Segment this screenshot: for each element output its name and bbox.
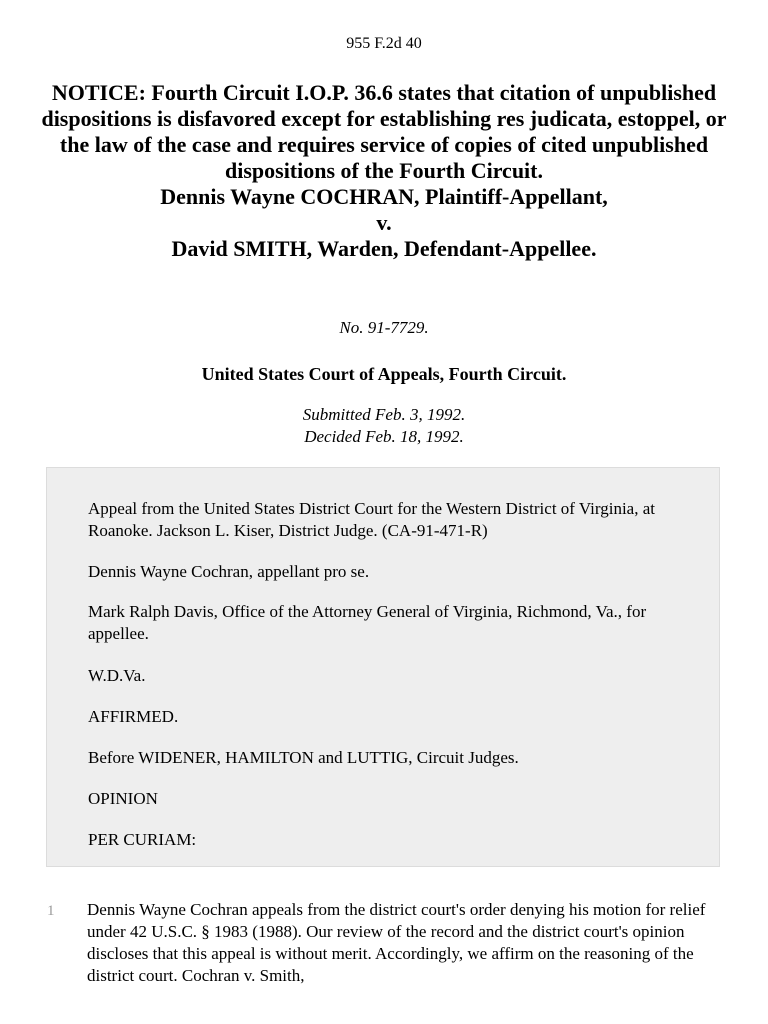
court-name: United States Court of Appeals, Fourth Circuit. bbox=[201, 364, 567, 384]
decision-dates bbox=[0, 404, 768, 448]
opinion-label: OPINION bbox=[88, 789, 158, 808]
submitted-date: Submitted Feb. 3, 1992. bbox=[302, 405, 466, 424]
decided-date: Decided Feb. 18, 1992. bbox=[304, 427, 464, 446]
opinion-paragraph: Dennis Wayne Cochran appeals from the district court's order denying his motion for relief under 42 U.S.C. § 1983 (1988). Our review of the record and the district court's opinion discloses that this appeal is without merit. Accordingly, we affirm on the reasoning of the district court. Cochran v. Smith, bbox=[87, 900, 706, 985]
docket-number: No. 91-7729. bbox=[339, 318, 429, 337]
unpublished-notice: NOTICE: Fourth Circuit I.O.P. 36.6 states that citation of unpublished dispositions is disfavored except for establishing res judicata, estoppel, or the law of the case and requires service of copies of cited unpublished dispositions of the Fourth Circuit. bbox=[41, 80, 727, 183]
paragraph-number: 1 bbox=[47, 903, 55, 919]
defendant-party: David SMITH, Warden, Defendant-Appellee. bbox=[171, 236, 597, 261]
lower-court: W.D.Va. bbox=[88, 666, 146, 685]
per-curiam-label: PER CURIAM: bbox=[88, 830, 197, 849]
case-title-block bbox=[40, 80, 728, 262]
versus-label: v. bbox=[376, 210, 392, 235]
panel-judges: Before WIDENER, HAMILTON and LUTTIG, Circuit Judges. bbox=[88, 748, 519, 767]
appellant-counsel: Dennis Wayne Cochran, appellant pro se. bbox=[88, 562, 370, 581]
case-citation: 955 F.2d 40 bbox=[346, 35, 422, 52]
appeal-from-text: Appeal from the United States District Court for the Western District of Virginia, at Roanoke. Jackson L. Kiser, District Judge. (CA-91-471-R) bbox=[88, 499, 655, 540]
appellee-counsel: Mark Ralph Davis, Office of the Attorney General of Virginia, Richmond, Va., for appellee. bbox=[88, 602, 647, 643]
disposition: AFFIRMED. bbox=[88, 707, 179, 726]
syllabus-panel bbox=[46, 467, 720, 867]
plaintiff-party: Dennis Wayne COCHRAN, Plaintiff-Appellant, bbox=[160, 184, 608, 209]
